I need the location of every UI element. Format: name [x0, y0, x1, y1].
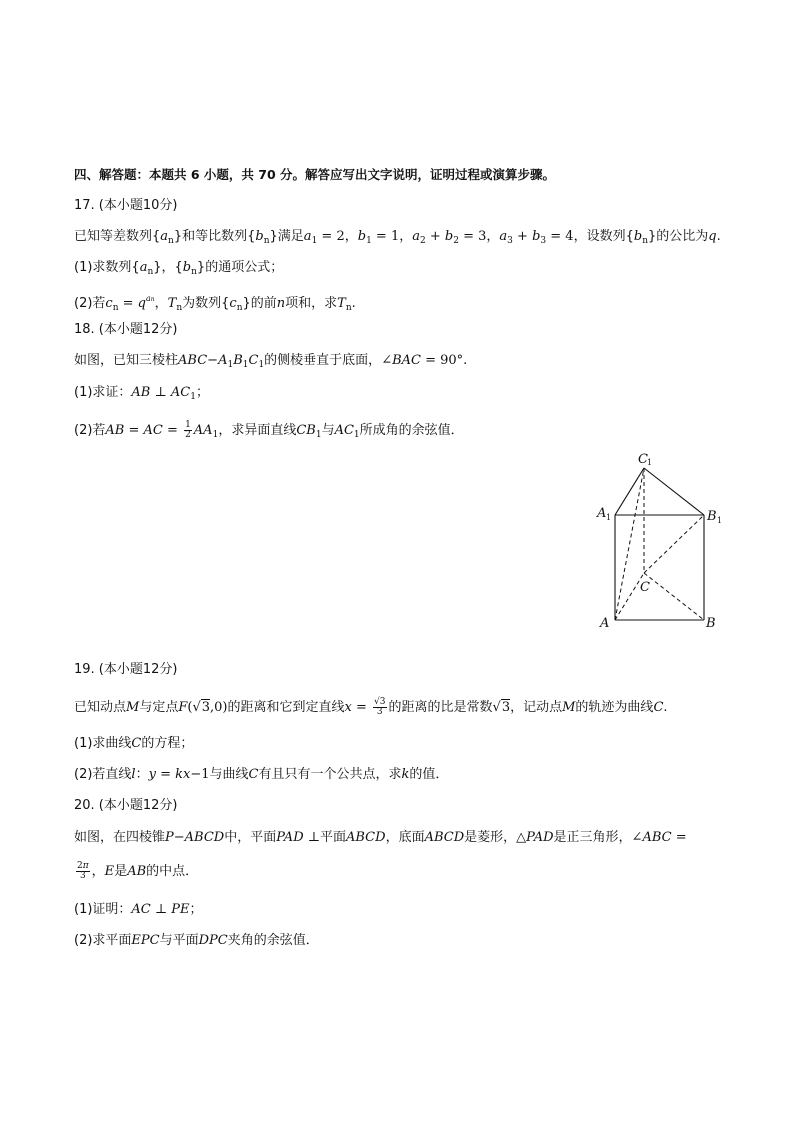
edge-a1-c1: [615, 468, 644, 515]
q20-part2: (2)求平面EPC与平面DPC夹角的余弦值．: [74, 933, 319, 948]
label-b1-sub: 1: [717, 516, 723, 525]
edge-c-b: [644, 573, 704, 620]
q20-stem: 如图，在四棱锥P−ABCD中，平面PAD ⊥平面ABCD，底面ABCD是菱形，△PAD是正三角形，∠ABC =: [74, 830, 687, 845]
q20-stem-cont: $\frac{2\pi}{3}$ ，E是AB的中点．: [77, 861, 199, 881]
prism-figure: [590, 448, 730, 634]
q20-part1: (1)证明：AC ⊥ PE；: [74, 902, 203, 917]
label-a: A: [600, 616, 610, 631]
segment-c-b1: [644, 515, 704, 573]
q17-part1: (1)求数列$\{a_n\}$，$\{b_n\}$的通项公式；: [74, 260, 284, 277]
label-c1-sub: 1: [647, 458, 653, 467]
label-c: C: [640, 580, 650, 595]
q19-heading: 19. (本小题12分): [74, 662, 178, 677]
q18-part2: (2)若AB = AC = $\frac{1}{2}$ $AA_1$，求异面直线$CB_1$与$AC_1$所成角的余弦值．: [74, 420, 464, 440]
q18-part1: (1)求证：AB ⊥ $AC_1$；: [74, 385, 209, 402]
section-header: 四、解答题：本题共 6 小题，共 70 分。解答应写出文字说明，证明过程或演算步骤。: [74, 167, 556, 182]
q19-part2: (2)若直线l：y = kx−1与曲线C有且只有一个公共点，求k的值．: [74, 767, 449, 782]
label-b: B: [706, 616, 716, 631]
q18-heading: 18. (本小题12分): [74, 322, 178, 337]
q20-heading: 20. (本小题12分): [74, 798, 178, 813]
q17-stem: 已知等差数列$\{a_n\}$和等比数列$\{b_n\}$满足$a_1 = 2$，$b_1 = 1$，$a_2 + b_2 = 3$，$a_3 + b_3 = 4$，设数列$\{b_n\}$的公比为q.: [74, 229, 721, 246]
q17-part2: (2)若$c_n = q^{an}$，$T_n$为数列$\{c_n\}$的前n项和，求$T_n$.: [74, 294, 356, 313]
q17-heading: 17. (本小题10分): [74, 198, 178, 213]
label-a1: A: [597, 506, 607, 521]
label-b1: B: [707, 509, 717, 524]
label-c1: C: [638, 452, 648, 467]
q19-stem: 已知动点M与定点F(√3,0)的距离和它到定直线x = $\frac{√3}{3}$ 的距离的比是常数√3，记动点M的轨迹为曲线C.: [74, 697, 668, 717]
label-a1-sub: 1: [606, 513, 612, 522]
q19-part1: (1)求曲线C的方程；: [74, 736, 194, 751]
q18-stem: 如图，已知三棱柱$ABC-A_1B_1C_1$的侧棱垂直于底面，∠BAC = 90°.: [74, 353, 468, 370]
edge-c1-b1: [644, 468, 704, 515]
